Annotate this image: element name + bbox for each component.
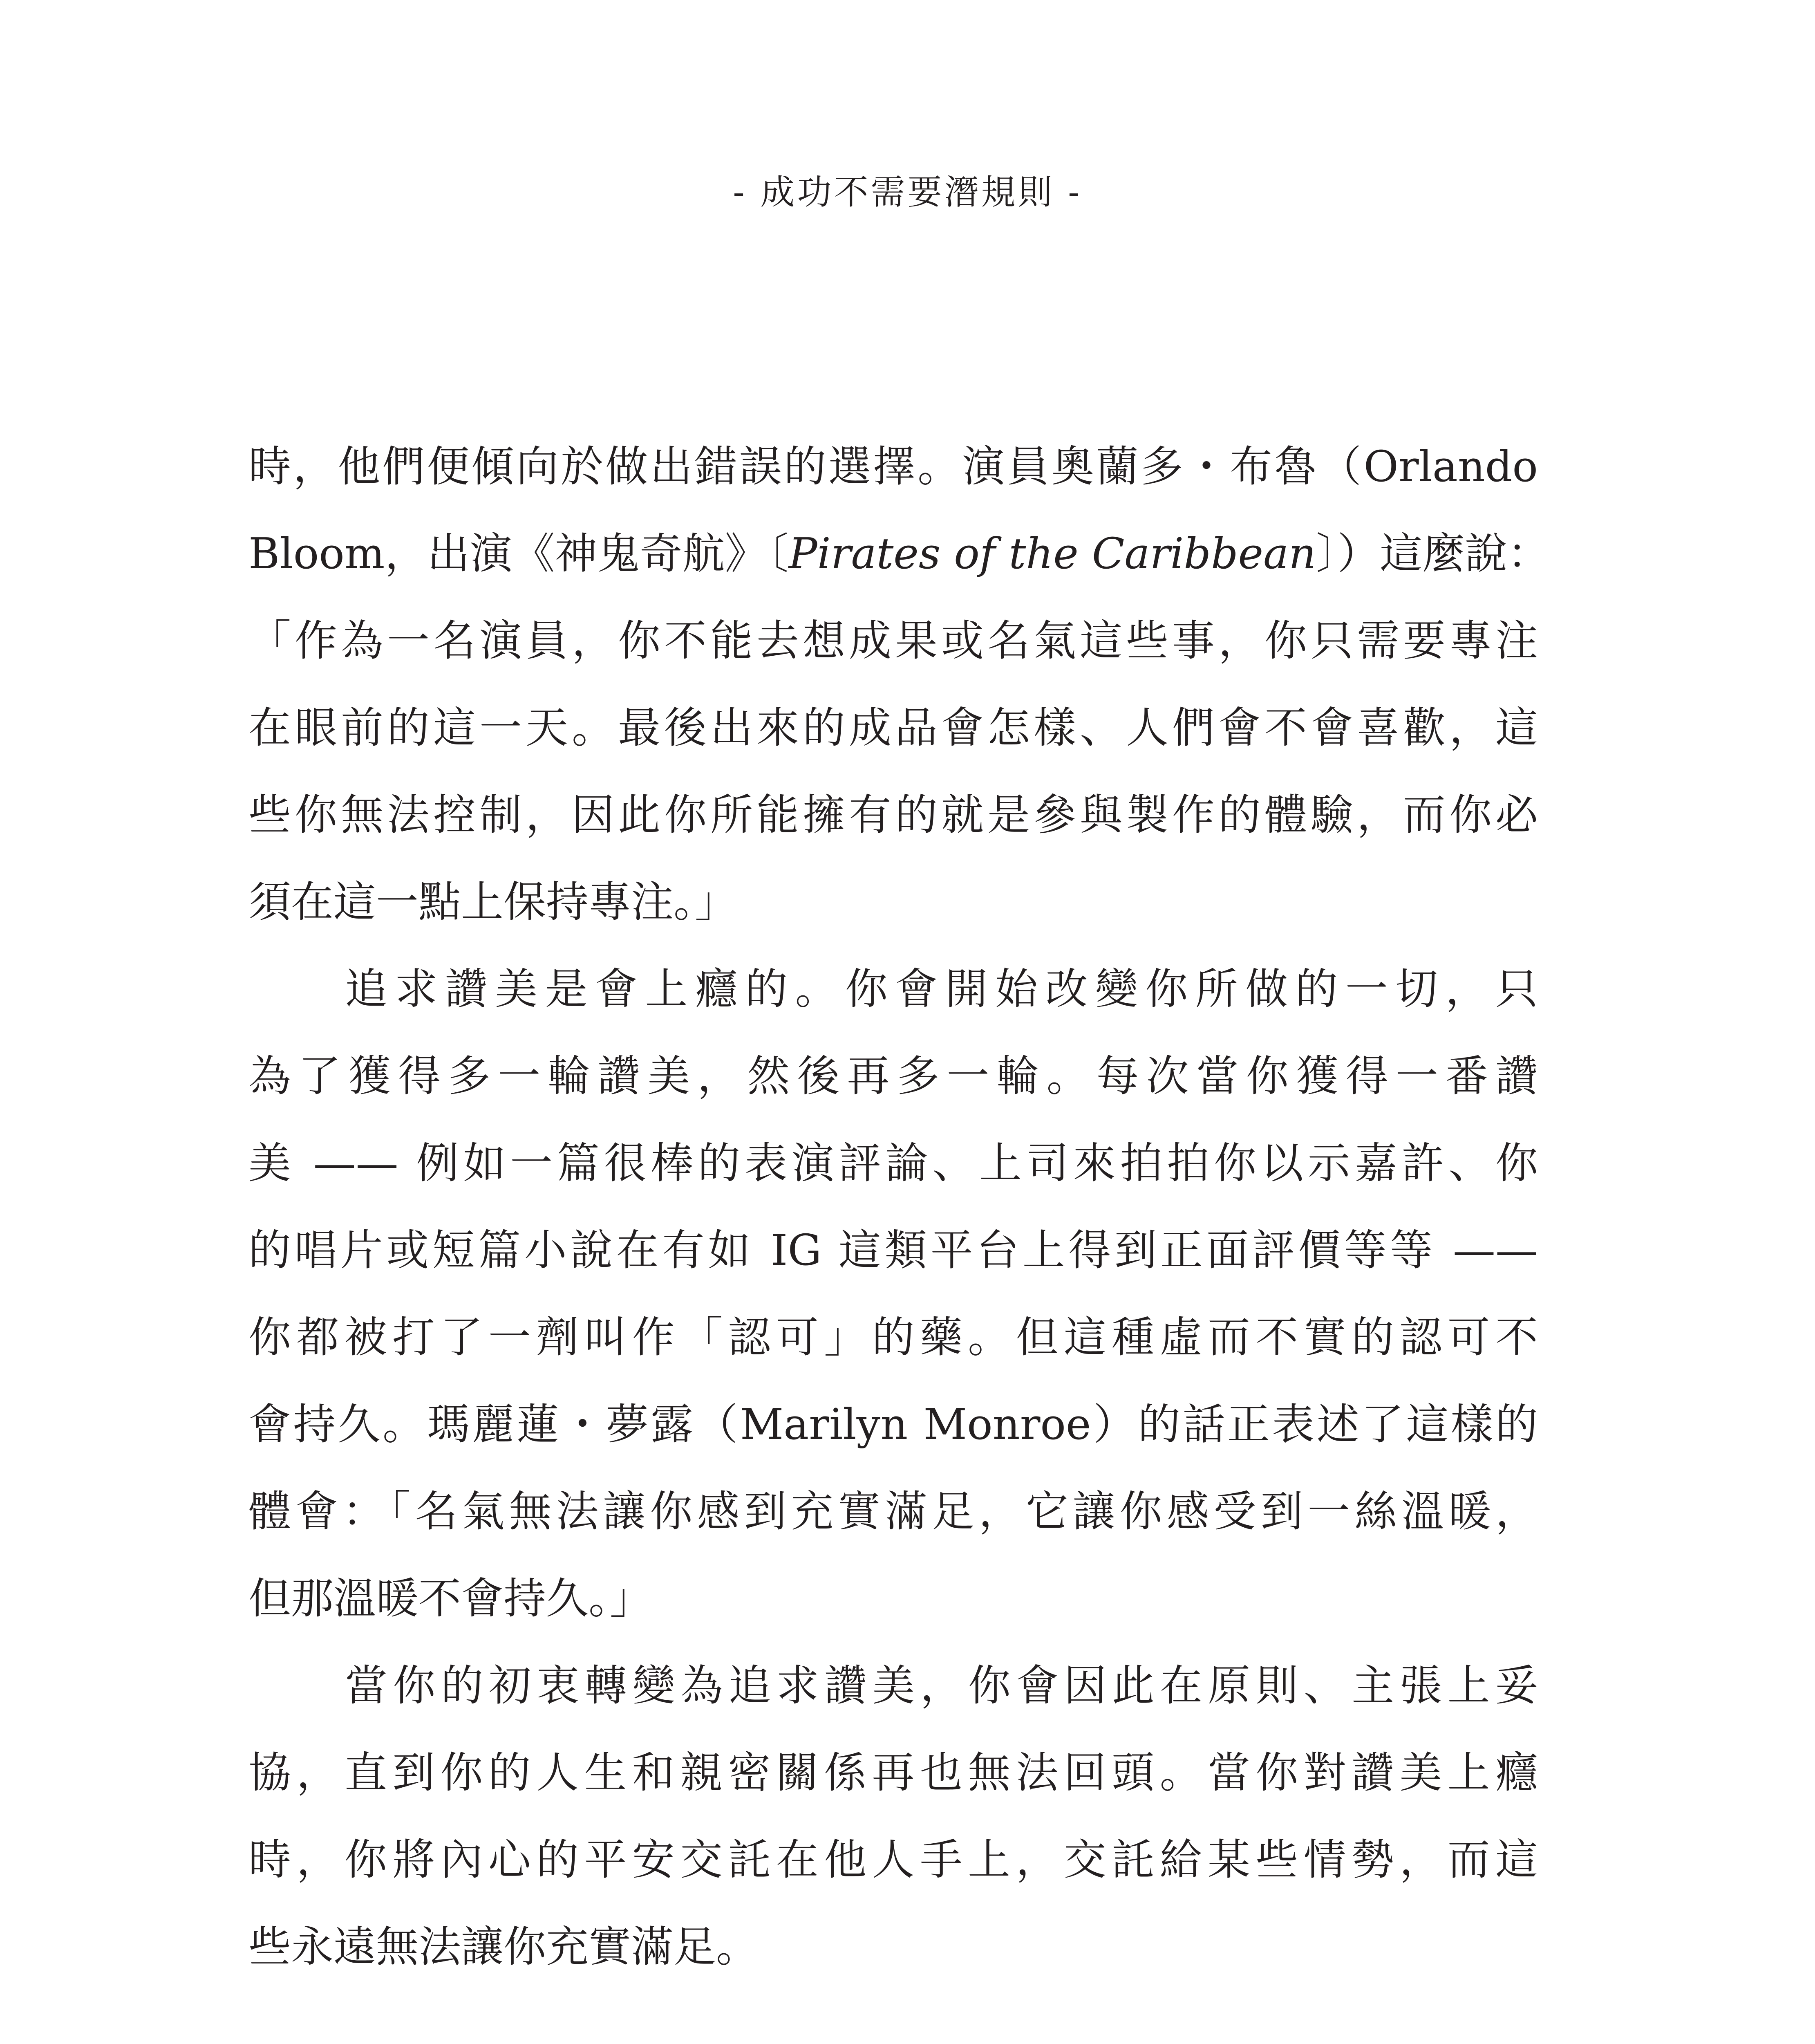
text-line: 些永遠無法讓你充實滿足。 bbox=[248, 1922, 759, 1972]
text-line: 時，他們便傾向於做出錯誤的選擇。演員奧蘭多・布魯（Orlando bbox=[248, 442, 1538, 491]
text-line: 追求讚美是會上癮的。你會開始改變你所做的一切，只 bbox=[345, 964, 1538, 1014]
text-line: 當你的初衷轉變為追求讚美，你會因此在原則、主張上妥 bbox=[345, 1661, 1538, 1710]
text-line: 美 —— 例如一篇很棒的表演評論、上司來拍拍你以示嘉許、你 bbox=[248, 1138, 1538, 1188]
running-head: - 成功不需要潛規則 - bbox=[733, 172, 1082, 212]
text-line: 須在這一點上保持專注。」 bbox=[248, 877, 738, 927]
text-line: 但那溫暖不會持久。」 bbox=[248, 1573, 653, 1623]
text-line: 協，直到你的人生和親密關係再也無法回頭。當你對讚美上癮 bbox=[248, 1748, 1538, 1797]
text-line: 在眼前的這一天。最後出來的成品會怎樣、人們會不會喜歡，這 bbox=[248, 703, 1538, 753]
text-line: 時，你將內心的平安交託在他人手上，交託給某些情勢，而這 bbox=[248, 1835, 1538, 1885]
text-line: 為了獲得多一輪讚美，然後再多一輪。每次當你獲得一番讚 bbox=[248, 1051, 1538, 1101]
text-line-with-italic-title: Bloom，出演《神鬼奇航》〔Pirates of the Caribbean〕）這麼說： bbox=[248, 529, 1550, 578]
body-text bbox=[248, 423, 1550, 1990]
text-line: 的唱片或短篇小說在有如 IG 這類平台上得到正面評價等等 —— bbox=[248, 1225, 1538, 1275]
text-line: 「作為一名演員，你不能去想成果或名氣這些事，你只需要專注 bbox=[248, 616, 1538, 666]
text-line: 些你無法控制，因此你所能擁有的就是參與製作的體驗，而你必 bbox=[248, 790, 1538, 840]
text-line: 會持久。瑪麗蓮・夢露（Marilyn Monroe）的話正表述了這樣的 bbox=[248, 1399, 1538, 1449]
italic-film-title: Pirates of the Caribbean bbox=[788, 529, 1316, 578]
text-line: 體會：「名氣無法讓你感到充實滿足，它讓你感受到一絲溫暖， bbox=[248, 1486, 1538, 1536]
text-line: 你都被打了一劑叫作「認可」的藥。但這種虛而不實的認可不 bbox=[248, 1312, 1538, 1362]
